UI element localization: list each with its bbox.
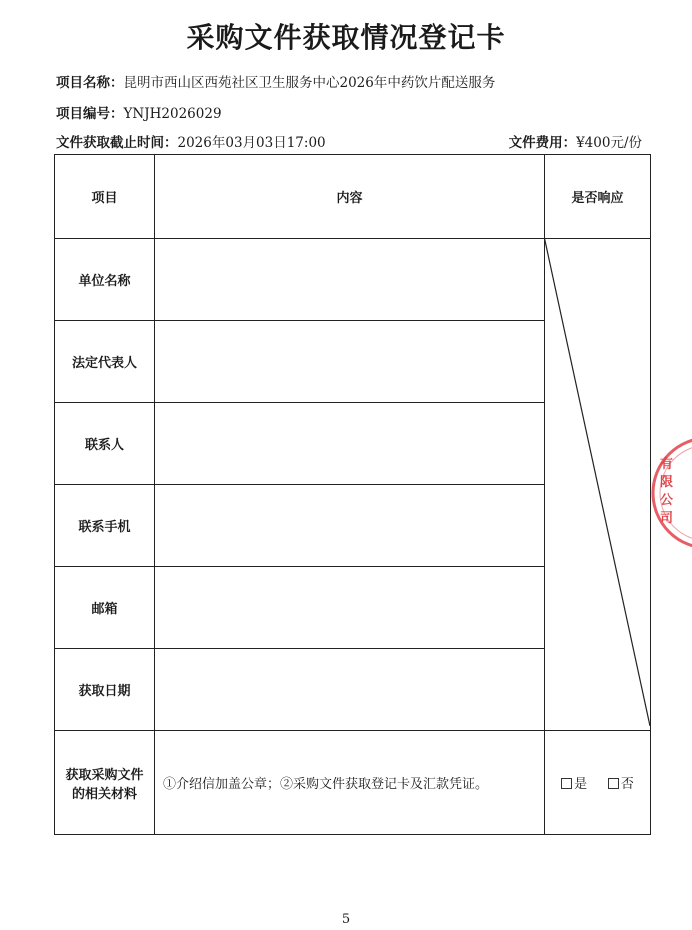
page-title: 采购文件获取情况登记卡	[186, 21, 506, 54]
response-cell-struck	[545, 239, 651, 731]
company-seal	[646, 428, 692, 558]
header-response: 是否响应	[545, 155, 651, 239]
project-code-label: 项目编号：	[56, 106, 124, 122]
no-checkbox[interactable]	[608, 778, 619, 789]
header-item: 项目	[55, 155, 155, 239]
row-label-materials: 获取采购文件的相关材料	[55, 731, 155, 835]
project-name-label: 项目名称：	[56, 75, 124, 91]
seal-text: 有 限 公 司	[660, 457, 674, 526]
table-header-row	[55, 155, 651, 239]
row-label-email: 邮箱	[55, 567, 155, 649]
deadline-value: 2026年03月03日17:00	[177, 135, 326, 151]
fee-value: ¥400元/份	[576, 135, 642, 151]
row-label-unit-name: 单位名称	[55, 239, 155, 321]
mobile-field[interactable]	[155, 485, 545, 567]
project-code-value: YNJH2026029	[123, 106, 222, 122]
row-label-legal-rep: 法定代表人	[55, 321, 155, 403]
row-label-contact: 联系人	[55, 403, 155, 485]
unit-name-field[interactable]	[155, 239, 545, 321]
legal-rep-field[interactable]	[155, 321, 545, 403]
fee-line	[509, 131, 642, 151]
deadline-label: 文件获取截止时间：	[56, 135, 178, 151]
page-number: 5	[341, 912, 351, 927]
registration-table	[54, 154, 651, 835]
yes-label: 是	[574, 777, 588, 792]
project-name-line	[56, 71, 495, 91]
response-checkboxes	[545, 731, 651, 835]
table-row	[55, 731, 651, 835]
email-field[interactable]	[155, 567, 545, 649]
no-label: 否	[620, 777, 634, 792]
project-name-value: 昆明市西山区西苑社区卫生服务中心2026年中药饮片配送服务	[123, 75, 496, 91]
header-content: 内容	[155, 155, 545, 239]
deadline-line	[56, 131, 326, 151]
row-label-date: 获取日期	[55, 649, 155, 731]
contact-field[interactable]	[155, 403, 545, 485]
materials-text: ①介绍信加盖公章；②采购文件获取登记卡及汇款凭证。	[155, 731, 545, 835]
row-label-mobile: 联系手机	[55, 485, 155, 567]
table-row	[55, 239, 651, 321]
date-field[interactable]	[155, 649, 545, 731]
yes-checkbox[interactable]	[561, 778, 572, 789]
fee-label: 文件费用：	[508, 135, 577, 151]
project-code-line	[56, 102, 222, 122]
